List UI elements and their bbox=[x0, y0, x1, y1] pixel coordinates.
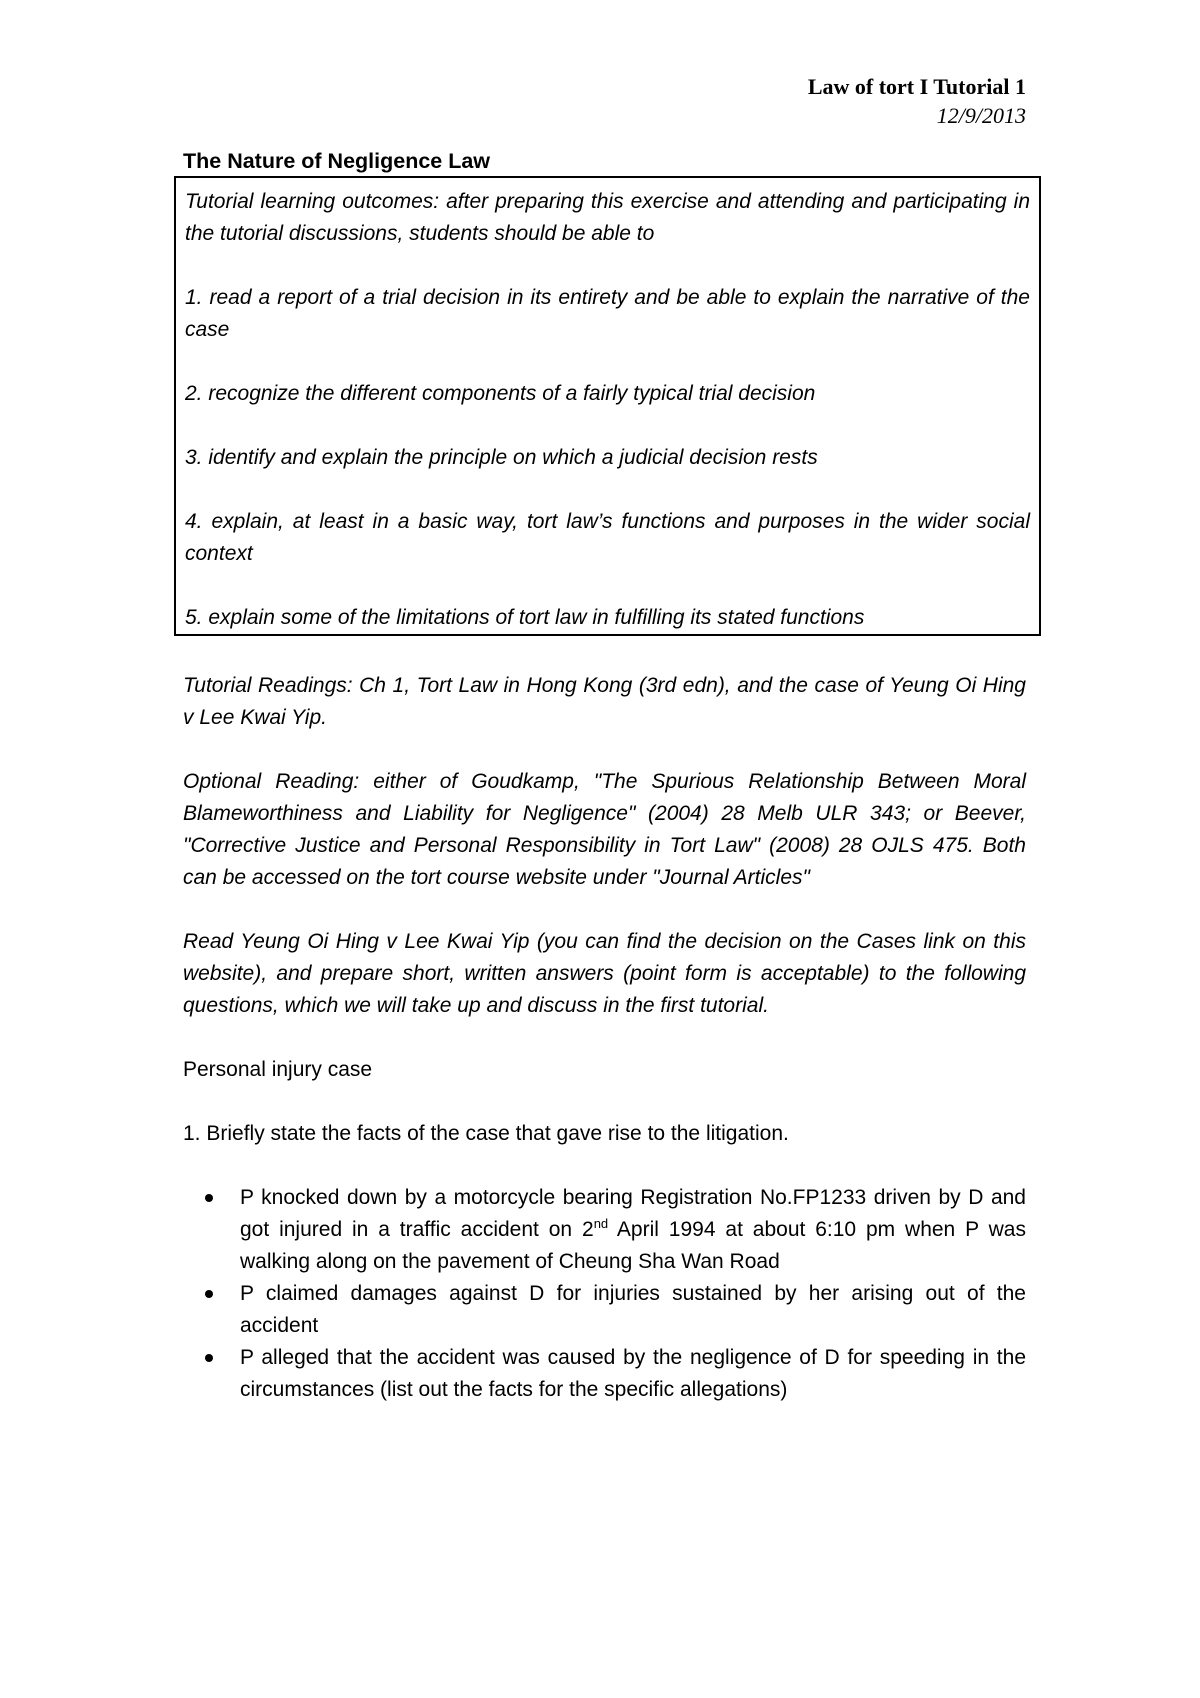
bullet-item bbox=[183, 1182, 1026, 1278]
document-header bbox=[808, 72, 1026, 130]
learning-outcome-item: 2. recognize the different components of a fairly typical trial decision bbox=[185, 382, 816, 405]
ordinal-suffix: nd bbox=[593, 1216, 609, 1231]
bullet-icon bbox=[205, 1194, 213, 1202]
document-body bbox=[183, 146, 1030, 1406]
learning-outcome-item: 1. read a report of a trial decision in its entirety and be able to explain the narrative of the case bbox=[185, 286, 1030, 341]
bullet-text: P claimed damages against D for injuries sustained by her arising out of the accident bbox=[240, 1282, 1026, 1337]
facts-bullet-list bbox=[183, 1182, 1026, 1406]
learning-outcome-item: 3. identify and explain the principle on which a judicial decision rests bbox=[185, 446, 818, 469]
learning-outcome-item: 4. explain, at least in a basic way, tort law’s functions and purposes in the wider social context bbox=[185, 510, 1030, 565]
learning-outcome-item: 5. explain some of the limitations of tort law in fulfilling its stated functions bbox=[185, 606, 865, 629]
tutorial-instructions: Read Yeung Oi Hing v Lee Kwai Yip (you can find the decision on the Cases link on this website), and prepare short, written answers (point form is acceptable) to the following questions, which we will take up and discuss in the first tutorial. bbox=[183, 930, 1026, 1017]
case-heading: Personal injury case bbox=[183, 1058, 373, 1081]
document-date: 12/9/2013 bbox=[936, 103, 1026, 128]
question-1: 1. Briefly state the facts of the case that gave rise to the litigation. bbox=[183, 1122, 789, 1145]
bullet-text: April 1994 at about 6:10 pm when P was walking along on the pavement of Cheung Sha Wan Road bbox=[240, 1218, 1026, 1273]
learning-outcomes-box bbox=[174, 176, 1041, 636]
bullet-icon bbox=[205, 1354, 213, 1362]
bullet-icon bbox=[205, 1290, 213, 1298]
bullet-item bbox=[183, 1342, 1026, 1406]
learning-outcomes-intro: Tutorial learning outcomes: after preparing this exercise and attending and participating in the tutorial discussions, students should be able to bbox=[185, 190, 1030, 245]
bullet-item bbox=[183, 1278, 1026, 1342]
document-title: Law of tort I Tutorial 1 bbox=[807, 74, 1026, 99]
optional-reading: Optional Reading: either of Goudkamp, "The Spurious Relationship Between Moral Blameworthiness and Liability for Negligence" (2004) 28 Melb ULR 343; or Beever, "Corrective Justice and Personal Responsibility in Tort Law" (2008) 28 OJLS 475. Both can be accessed on the tort course website under "Journal Articles" bbox=[183, 770, 1026, 889]
tutorial-readings: Tutorial Readings: Ch 1, Tort Law in Hong Kong (3rd edn), and the case of Yeung Oi Hing v Lee Kwai Yip. bbox=[183, 674, 1026, 729]
bullet-text: P alleged that the accident was caused by the negligence of D for speeding in the circumstances (list out the facts for the specific allegations) bbox=[240, 1346, 1026, 1401]
section-title: The Nature of Negligence Law bbox=[183, 149, 491, 173]
bullet-text: P knocked down by a motorcycle bearing Registration No.FP1233 driven by D and got injured in a traffic accident on 2 bbox=[240, 1186, 1026, 1241]
